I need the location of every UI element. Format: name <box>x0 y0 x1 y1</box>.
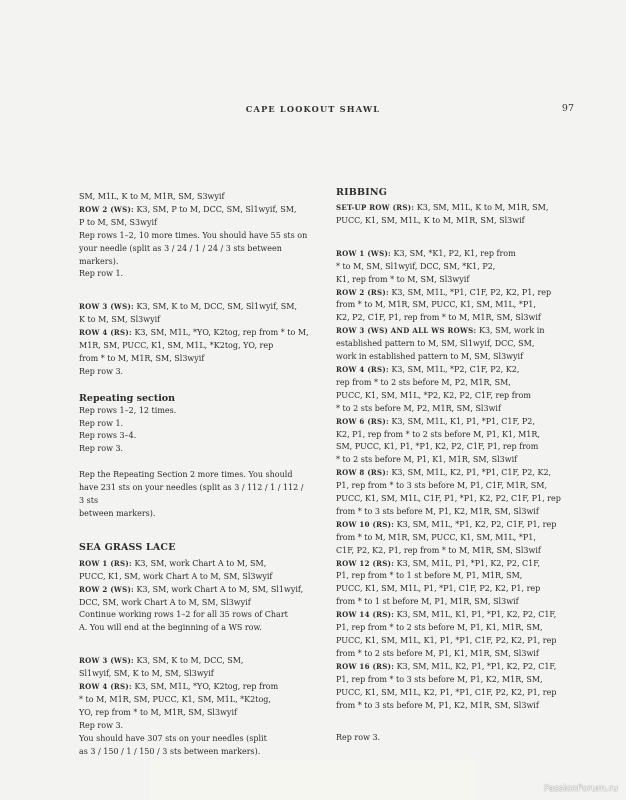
pattern-line <box>336 532 576 545</box>
pattern-line <box>79 733 311 746</box>
pattern-line <box>336 312 576 325</box>
row-text: Rep row 1. <box>79 269 124 279</box>
pattern-line: Rep the Repeating Section 2 more times. You should <box>79 470 293 480</box>
pattern-line <box>79 204 311 217</box>
pattern-line <box>79 301 311 314</box>
row-text: K3, SM, *K1, P2, K1, rep from <box>390 248 516 258</box>
pattern-line: Rep rows 3–4. <box>79 431 137 441</box>
row-text: PUCC, K1, SM, M1L, C1F, P1, *P1, K2, P2, C1F, P1, rep <box>336 494 561 504</box>
row-label: ROW 14 (RS): <box>336 610 395 620</box>
page-number: 97 <box>561 103 574 114</box>
row-text: K2, P2, C1F, P1, rep from * to M, M1R, SM, Sl3wif <box>336 313 541 323</box>
pattern-line <box>336 661 576 674</box>
sea-grass-block-2 <box>79 655 311 758</box>
row-text: PUCC, K1, SM, M1L, K to M, M1R, SM, Sl3wif <box>336 215 525 225</box>
row-text: markers). <box>79 256 119 266</box>
row-text: PUCC, K1, SM, M1L, K2, P1, *P1, C1F, P2, K2, P1, rep <box>336 687 557 697</box>
pattern-line <box>336 441 576 454</box>
row-text: * to M, M1R, SM, PUCC, K1, SM, M1L, *K2tog, <box>79 694 271 704</box>
pattern-line <box>336 519 576 532</box>
row-label: ROW 3 (WS) AND ALL WS ROWS: <box>336 326 477 336</box>
row-text: PUCC, K1, SM, M1L, *P2, K2, P2, C1F, rep from <box>336 390 531 400</box>
row-text: from * to M, M1R, SM, Sl3wyif <box>79 353 205 363</box>
pattern-line <box>79 609 311 622</box>
pattern-line: Rep rows 1–2, 12 times. <box>79 405 177 415</box>
pattern-line <box>79 217 311 230</box>
row-text: K3, SM, M1L, K1, P1, *P1, C1F, P2, <box>388 416 535 426</box>
pattern-line: Rep row 1. <box>79 418 124 428</box>
pattern-line <box>336 299 576 312</box>
left-column <box>79 191 311 759</box>
pattern-line <box>336 351 576 364</box>
pattern-line <box>79 558 311 571</box>
running-head: CAPE LOOKOUT SHAWL <box>245 104 381 114</box>
pattern-line <box>336 467 576 480</box>
row-text: K3, SM, M1L, *P1, C1F, P2, K2, P1, rep <box>388 287 552 297</box>
ribbing-heading: RIBBING <box>336 187 388 198</box>
row-text: K3, SM, M1L, *P2, C1F, P2, K2, <box>388 364 520 374</box>
row-text: rep from * to 2 sts before M, P2, M1R, SM, <box>336 377 511 387</box>
row-text: C1F, P2, K2, P1, rep from * to M, M1R, SM, Sl3wif <box>336 545 541 555</box>
row-text: K3, SM, work Chart A to M, SM, <box>131 558 267 568</box>
intro-block <box>79 191 311 281</box>
pattern-line <box>336 454 576 467</box>
row-label: ROW 3 (WS): <box>79 302 134 312</box>
row-text: P1, rep from * to 3 sts before M, P1, K2, M1R, SM, <box>336 674 543 684</box>
pattern-line <box>79 340 311 353</box>
pattern-line <box>336 558 576 571</box>
row-text: Continue working rows 1–2 for all 35 rows of Chart <box>79 610 288 620</box>
pattern-line <box>336 674 576 687</box>
pattern-line <box>336 609 576 622</box>
pattern-line <box>336 687 576 700</box>
pattern-line <box>79 597 311 610</box>
row-label: ROW 2 (WS): <box>79 584 134 594</box>
pattern-line <box>79 584 311 597</box>
pattern-line <box>79 694 311 707</box>
pattern-line <box>336 635 576 648</box>
pattern-line <box>336 506 576 519</box>
pattern-line <box>336 325 576 338</box>
row-text: SM, M1L, K to M, M1R, SM, S3wyif <box>79 192 225 201</box>
pattern-line <box>336 390 576 403</box>
sea-grass-lace-heading: SEA GRASS LACE <box>79 541 176 553</box>
row-text: P1, rep from * to 2 sts before M, P1, K1, M1R, SM, <box>336 623 543 633</box>
row-label: ROW 2 (WS): <box>79 204 134 214</box>
row-text: established pattern to M, SM, Sl1wyif, DCC, SM, <box>336 339 535 349</box>
pattern-line <box>336 596 576 609</box>
row-label: ROW 6 (RS): <box>336 416 389 426</box>
row-text: Rep rows 1–2, 10 more times. You should have 55 sts on <box>79 230 308 240</box>
pattern-line <box>336 700 576 713</box>
row-text: * to 2 sts before M, P1, K1, M1R, SM, Sl3wif <box>336 455 518 465</box>
pattern-line <box>79 230 311 243</box>
pattern-line <box>336 622 576 635</box>
pattern-line <box>79 191 311 204</box>
pattern-line <box>79 622 311 635</box>
pattern-line <box>79 668 311 681</box>
right-column <box>336 186 576 745</box>
row-text: You should have 307 sts on your needles (split <box>79 733 267 743</box>
watermark: PassionForum.ru <box>543 784 618 794</box>
pattern-line <box>336 287 576 300</box>
row-label: ROW 12 (RS): <box>336 558 395 568</box>
pattern-line <box>79 707 311 720</box>
row-text: work in established pattern to M, SM, Sl3wyif <box>336 352 524 362</box>
row-text: Sl1wyif, SM, K to M, SM, Sl3wyif <box>79 669 214 679</box>
pattern-line <box>336 570 576 583</box>
repeating-note <box>79 469 311 521</box>
row-text: from * to 2 sts before M, P1, K1, M1R, SM, Sl3wif <box>336 648 539 658</box>
pattern-line <box>336 648 576 661</box>
pattern-line <box>336 215 576 228</box>
row-text: from * to 1 st before M, P1, M1R, SM, Sl3wif <box>336 597 519 607</box>
pattern-line <box>336 248 576 261</box>
row-text: YO, rep from * to M, M1R, SM, Sl3wyif <box>79 707 237 717</box>
pattern-line <box>79 571 311 584</box>
row-text: from * to M, M1R, SM, PUCC, K1, SM, M1L, *P1, <box>336 532 536 542</box>
row-text: from * to 3 sts before M, P1, K2, M1R, SM, Sl3wif <box>336 700 539 710</box>
row-text: PUCC, K1, SM, M1L, P1, *P1, C1F, P2, K2, P1, rep <box>336 584 541 594</box>
pattern-line <box>336 202 576 215</box>
pattern-line <box>336 274 576 287</box>
pattern-line <box>79 314 311 327</box>
pattern-line <box>336 416 576 429</box>
row-text: * to 2 sts before M, P2, M1R, SM, Sl3wif <box>336 403 501 413</box>
rows-3-4-block <box>79 301 311 378</box>
row-text: K3, SM, M1L, *P1, K2, P2, C1F, P1, rep <box>394 519 557 529</box>
pattern-line <box>79 353 311 366</box>
row-text: K1, rep from * to M, SM, Sl3wyif <box>336 274 470 284</box>
row-text: K3, SM, M1L, K1, P1, *P1, K2, P2, C1F, <box>394 610 557 620</box>
pattern-line <box>336 377 576 390</box>
row-text: K3, SM, K to M, DCC, SM, Sl1wyif, SM, <box>133 302 298 312</box>
row-text: PUCC, K1, SM, work Chart A to M, SM, Sl3wyif <box>79 571 273 581</box>
pattern-line <box>336 261 576 274</box>
closing-line: Rep row 3. <box>336 733 381 743</box>
row-label: ROW 16 (RS): <box>336 661 395 671</box>
row-label: ROW 2 (RS): <box>336 287 389 297</box>
row-text: * to M, SM, Sl1wyif, DCC, SM, *K1, P2, <box>336 261 496 271</box>
row-label: ROW 1 (RS): <box>79 558 132 568</box>
row-text: DCC, SM, work Chart A to M, SM, Sl3wyif <box>79 597 251 607</box>
row-text: SM, PUCC, K1, P1, *P1, K2, P2, C1F, P1, rep from <box>336 442 539 452</box>
row-text: K3, SM, M1L, P1, *P1, K2, P2, C1F, <box>394 558 541 568</box>
row-text: M1R, SM, PUCC, K1, SM, M1L, *K2tog, YO, rep <box>79 341 274 351</box>
row-text: as 3 / 150 / 1 / 150 / 3 sts between markers). <box>79 746 261 756</box>
row-text: K to M, SM, Sl3wyif <box>79 315 161 325</box>
row-label: ROW 8 (RS): <box>336 468 389 478</box>
repeating-section-heading: Repeating section <box>79 392 176 404</box>
row-text: Rep row 3. <box>79 366 124 376</box>
row-text: K3, SM, M1L, K2, P1, *P1, C1F, P2, K2, <box>388 468 552 478</box>
pattern-line <box>79 327 311 340</box>
row-label: SET-UP ROW (RS): <box>336 203 415 212</box>
row-label: ROW 4 (RS): <box>336 364 389 374</box>
pattern-line <box>336 545 576 558</box>
pattern-line <box>79 681 311 694</box>
row-label: ROW 4 (RS): <box>79 682 132 692</box>
pattern-line <box>79 720 311 733</box>
row-label: ROW 4 (RS): <box>79 328 132 338</box>
setup-row-block <box>336 202 576 228</box>
ribbing-rows-block <box>336 248 576 713</box>
row-text: P1, rep from * to 3 sts before M, P1, C1F, M1R, SM, <box>336 481 548 491</box>
row-text: A. You will end at the beginning of a WS row. <box>79 623 262 633</box>
row-text: K3, SM, work Chart A to M, SM, Sl1wyif, <box>133 584 304 594</box>
pattern-line <box>79 243 311 256</box>
row-text: Rep row 3. <box>79 720 124 730</box>
pattern-line: between markers). <box>79 508 156 518</box>
row-text: K3, SM, K to M, DCC, SM, <box>133 656 244 666</box>
row-text: your needle (split as 3 / 24 / 1 / 24 / 3 sts between <box>79 243 282 253</box>
pattern-line <box>336 480 576 493</box>
pattern-line <box>336 583 576 596</box>
row-text: K3, SM, M1L, K2, P1, *P1, K2, P2, C1F, <box>394 661 557 671</box>
sea-grass-block <box>79 558 311 635</box>
row-text: P to M, SM, S3wyif <box>79 217 157 227</box>
pattern-line <box>336 429 576 442</box>
pattern-line <box>79 746 311 759</box>
row-text: from * to M, M1R, SM, PUCC, K1, SM, M1L, *P1, <box>336 300 536 310</box>
pattern-line <box>79 655 311 668</box>
pattern-line <box>79 268 311 281</box>
row-label: ROW 10 (RS): <box>336 519 395 529</box>
pattern-line <box>79 366 311 379</box>
repeating-section-block <box>79 405 311 457</box>
pattern-line <box>336 364 576 377</box>
row-label: ROW 1 (WS): <box>336 248 391 258</box>
pattern-line <box>336 338 576 351</box>
pattern-line <box>336 493 576 506</box>
row-text: PUCC, K1, SM, M1L, K1, P1, *P1, C1F, P2, K2, P1, rep <box>336 636 557 645</box>
row-text: from * to 3 sts before M, P1, K2, M1R, SM, Sl3wif <box>336 506 539 516</box>
row-text: K2, P1, rep from * to 2 sts before M, P1, K1, M1R, <box>336 429 540 439</box>
row-text: K3, SM, M1L, *YO, K2tog, rep from <box>131 682 279 692</box>
row-text: K3, SM, M1L, K to M, M1R, SM, <box>414 203 549 212</box>
row-text: K3, SM, M1L, *YO, K2tog, rep from * to M, <box>131 328 309 338</box>
pattern-line: Rep row 3. <box>79 444 124 454</box>
pattern-line <box>79 256 311 269</box>
row-text: K3, SM, P to M, DCC, SM, Sl1wyif, SM, <box>133 204 297 214</box>
row-label: ROW 3 (WS): <box>79 656 134 666</box>
row-text: K3, SM, work in <box>476 326 545 336</box>
row-text: P1, rep from * to 1 st before M, P1, M1R, SM, <box>336 571 523 581</box>
pattern-line <box>336 403 576 416</box>
pattern-line: have 231 sts on your needles (split as 3 / 112 / 1 / 112 / 3 sts <box>79 483 304 505</box>
footer-band <box>150 760 476 800</box>
